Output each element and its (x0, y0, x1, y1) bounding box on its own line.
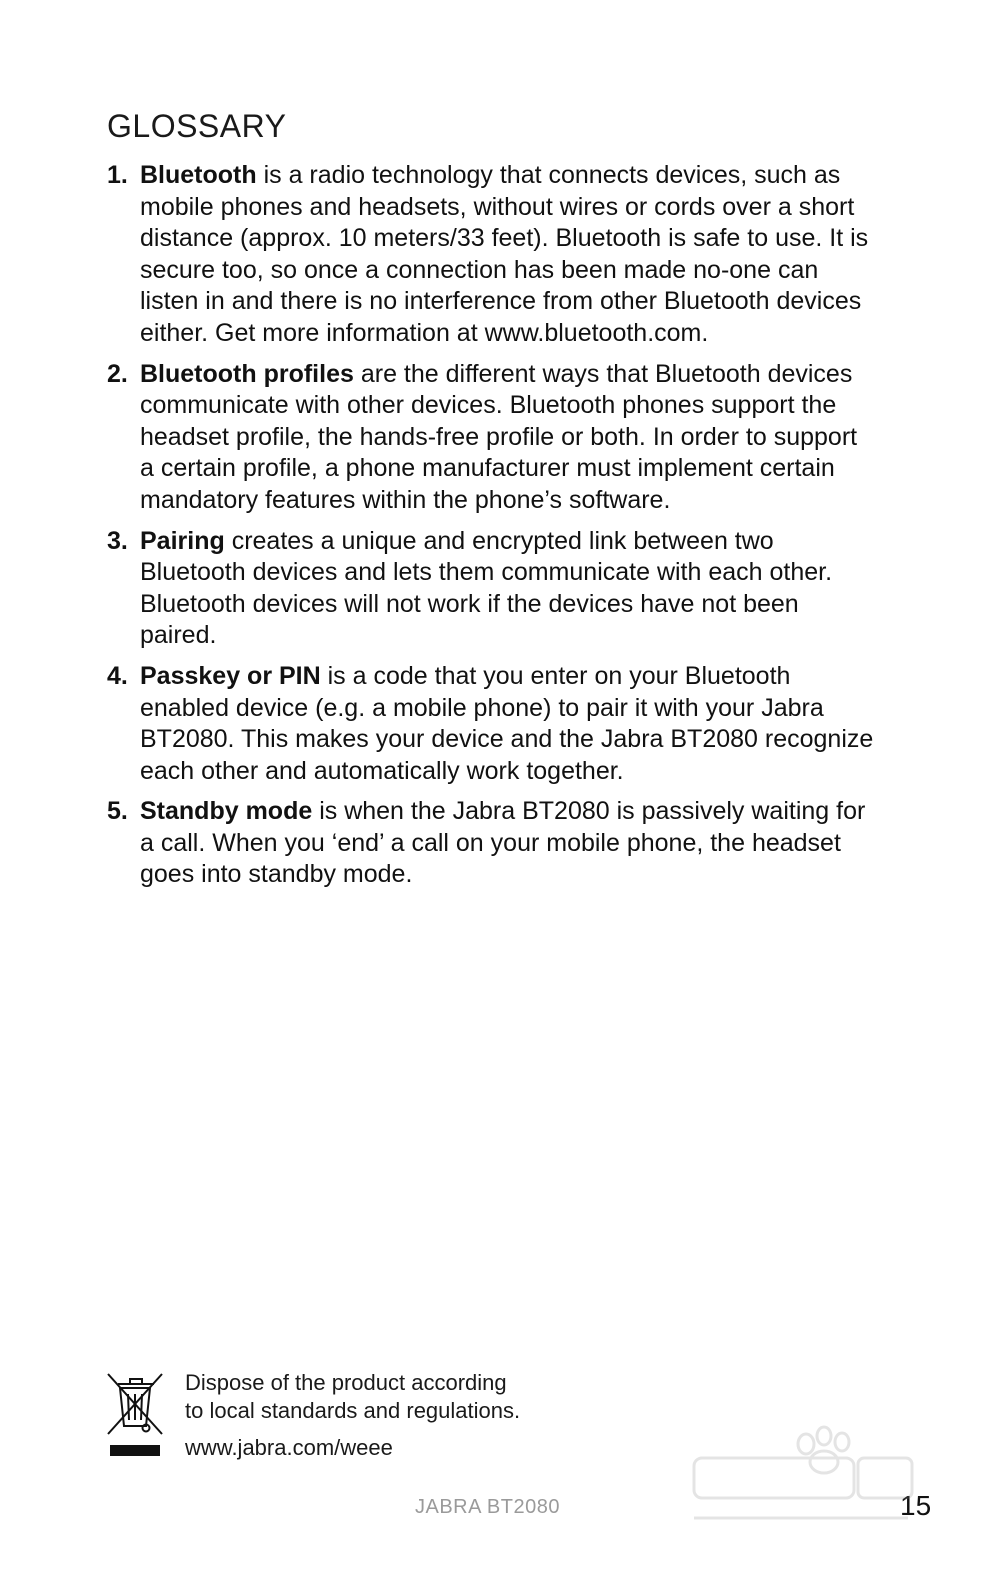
page-title: GLOSSARY (107, 108, 287, 144)
disposal-line-2: to local standards and regulations. (185, 1398, 521, 1423)
weee-link[interactable]: www.jabra.com/weee (185, 1435, 393, 1460)
glossary-entry-bluetooth (107, 160, 877, 350)
entry-term: Bluetooth (140, 161, 257, 189)
weee-crossed-bin-icon (106, 1370, 164, 1460)
page-number: 15 (900, 1490, 932, 1521)
entry-number: 1. (107, 161, 128, 189)
disposal-line-1: Dispose of the product according (185, 1370, 507, 1395)
entry-term: Bluetooth profiles (140, 359, 354, 388)
entry-term: Pairing (140, 526, 225, 555)
footer-product-name: JABRA BT2080 (415, 1496, 560, 1518)
glossary-entry-passkey (107, 661, 877, 787)
glossary-entry-bluetooth-profiles (107, 359, 877, 517)
baidu-jingyan-watermark-icon (688, 1422, 918, 1532)
entry-definition: is a radio technology that connects devices, such as mobile phones and headsets, without wires or cords over a short distance (approx. 10 meters/33 feet). Bluetooth is safe to use. It is secure too, so once a connection has been made no-one can listen in and there is no interference from other Bluetooth devices either. Get more information at www.bluetooth.com. (140, 161, 869, 347)
entry-definition: creates a unique and encrypted link between two Bluetooth devices and lets them communicate with each other. Bluetooth devices will not work if the devices have not been paired. (140, 526, 833, 650)
entry-number: 3. (107, 526, 128, 555)
entry-definition: are the different ways that Bluetooth devices communicate with other devices. Bluetooth phones support the headset profile, the hands-free profile or both. In order to support a certain profile, a phone manufacturer must implement certain mandatory features within the phone’s software. (140, 359, 858, 514)
glossary-list (107, 160, 877, 900)
entry-term: Passkey or PIN (140, 661, 321, 690)
entry-definition: is a code that you enter on your Bluetooth enabled device (e.g. a mobile phone) to pair it with your Jabra BT2080. This makes your device and the Jabra BT2080 recognize each other and automatically work together. (140, 661, 874, 785)
glossary-entry-standby-mode (107, 796, 877, 891)
entry-number: 4. (107, 661, 128, 690)
disposal-notice (185, 1369, 605, 1425)
entry-term: Standby mode (140, 797, 313, 826)
glossary-entry-pairing (107, 526, 877, 652)
entry-number: 5. (107, 797, 128, 826)
entry-definition: is when the Jabra BT2080 is passively waiting for a call. When you ‘end’ a call on your mobile phone, the headset goes into standby mode. (140, 797, 866, 889)
entry-number: 2. (107, 359, 128, 388)
